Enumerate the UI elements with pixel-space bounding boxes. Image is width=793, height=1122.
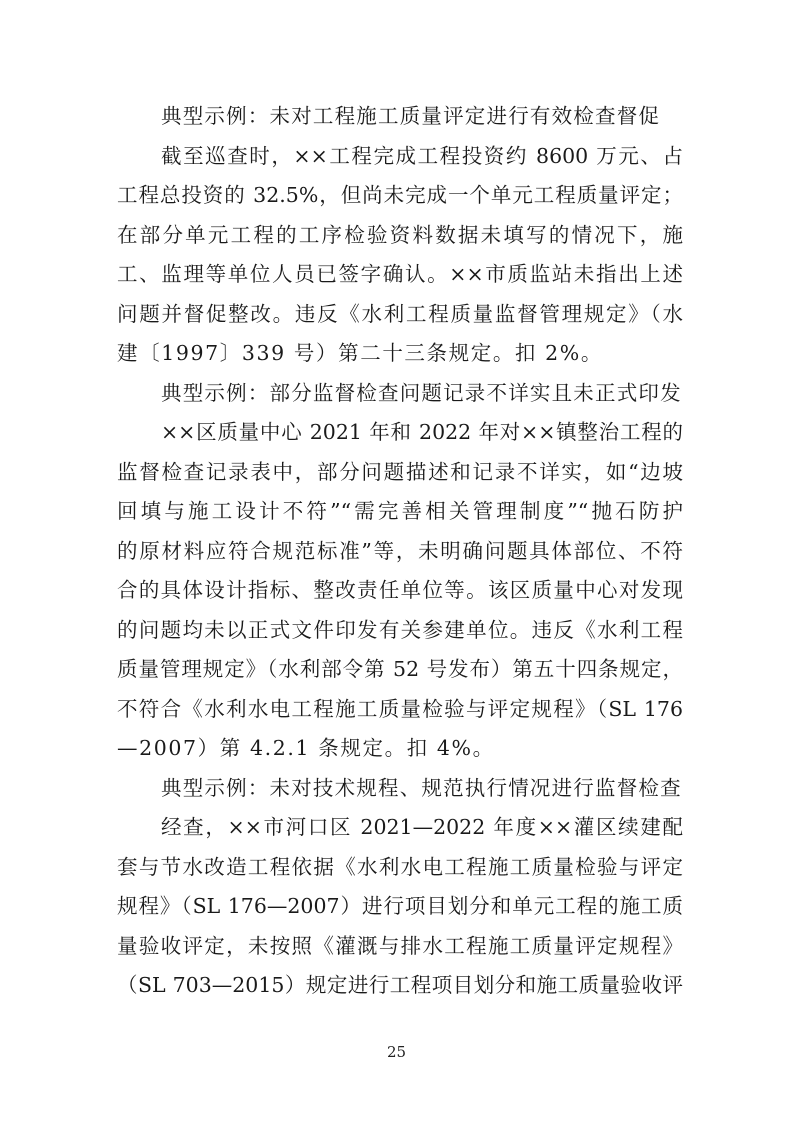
paragraph-line: 合的具体设计指标、整改责任单位等。该区质量中心对发现 bbox=[117, 578, 683, 602]
example-heading-3: 典型示例：未对技术规程、规范执行情况进行监督检查 bbox=[161, 775, 682, 800]
paragraph-line: 工、监理等单位人员已签字确认。××市质监站未指出上述 bbox=[117, 262, 683, 286]
paragraph-line: 回填与施工设计不符”“需完善相关管理制度”“抛石防护 bbox=[117, 499, 683, 523]
page-number: 25 bbox=[386, 1043, 407, 1061]
example-heading-1: 典型示例：未对工程施工质量评定进行有效检查督促 bbox=[161, 104, 661, 128]
paragraph-line: 量验收评定，未按照《灌溉与排水工程施工质量评定规程》 bbox=[117, 933, 683, 958]
paragraph-line: 问题并督促整改。违反《水利工程质量监督管理规定》（水 bbox=[117, 301, 683, 326]
document-body bbox=[117, 97, 683, 1006]
paragraph-line: 经查，××市河口区 2021—2022 年度××灌区续建配 bbox=[161, 815, 683, 839]
paragraph-line: ××区质量中心 2021 年和 2022 年对××镇整治工程的 bbox=[161, 420, 683, 444]
paragraph-line: 的原材料应符合规范标准”等，未明确问题具体部位、不符 bbox=[117, 538, 683, 563]
paragraph-line: 的问题均未以正式文件印发有关参建单位。违反《水利工程 bbox=[117, 617, 683, 642]
paragraph-line: 在部分单元工程的工序检验资料数据未填写的情况下，施 bbox=[117, 222, 683, 247]
paragraph-line: 不符合《水利水电工程施工质量检验与评定规程》（SL 176 bbox=[117, 696, 683, 721]
paragraph-line: 规程》（SL 176—2007）进行项目划分和单元工程的施工质 bbox=[117, 894, 683, 918]
paragraph-line-last: —2007）第 4.2.1 条规定。扣 4%。 bbox=[117, 736, 495, 760]
example-heading-2: 典型示例：部分监督检查问题记录不详实且未正式印发 bbox=[161, 380, 682, 405]
paragraph-line: （SL 703—2015）规定进行工程项目划分和施工质量验收评 bbox=[117, 973, 683, 997]
paragraph-line: 监督检查记录表中，部分问题描述和记录不详实，如“边坡 bbox=[117, 459, 683, 484]
paragraph-line: 截至巡查时，××工程完成工程投资约 8600 万元、占 bbox=[161, 143, 683, 168]
paragraph-line-last: 建〔1997〕339 号）第二十三条规定。扣 2%。 bbox=[117, 341, 603, 365]
paragraph-line: 套与节水改造工程依据《水利水电工程施工质量检验与评定 bbox=[117, 854, 683, 879]
paragraph-line: 质量管理规定》（水利部令第 52 号发布）第五十四条规定， bbox=[117, 657, 683, 681]
paragraph-line: 工程总投资的 32.5%，但尚未完成一个单元工程质量评定； bbox=[117, 183, 683, 207]
